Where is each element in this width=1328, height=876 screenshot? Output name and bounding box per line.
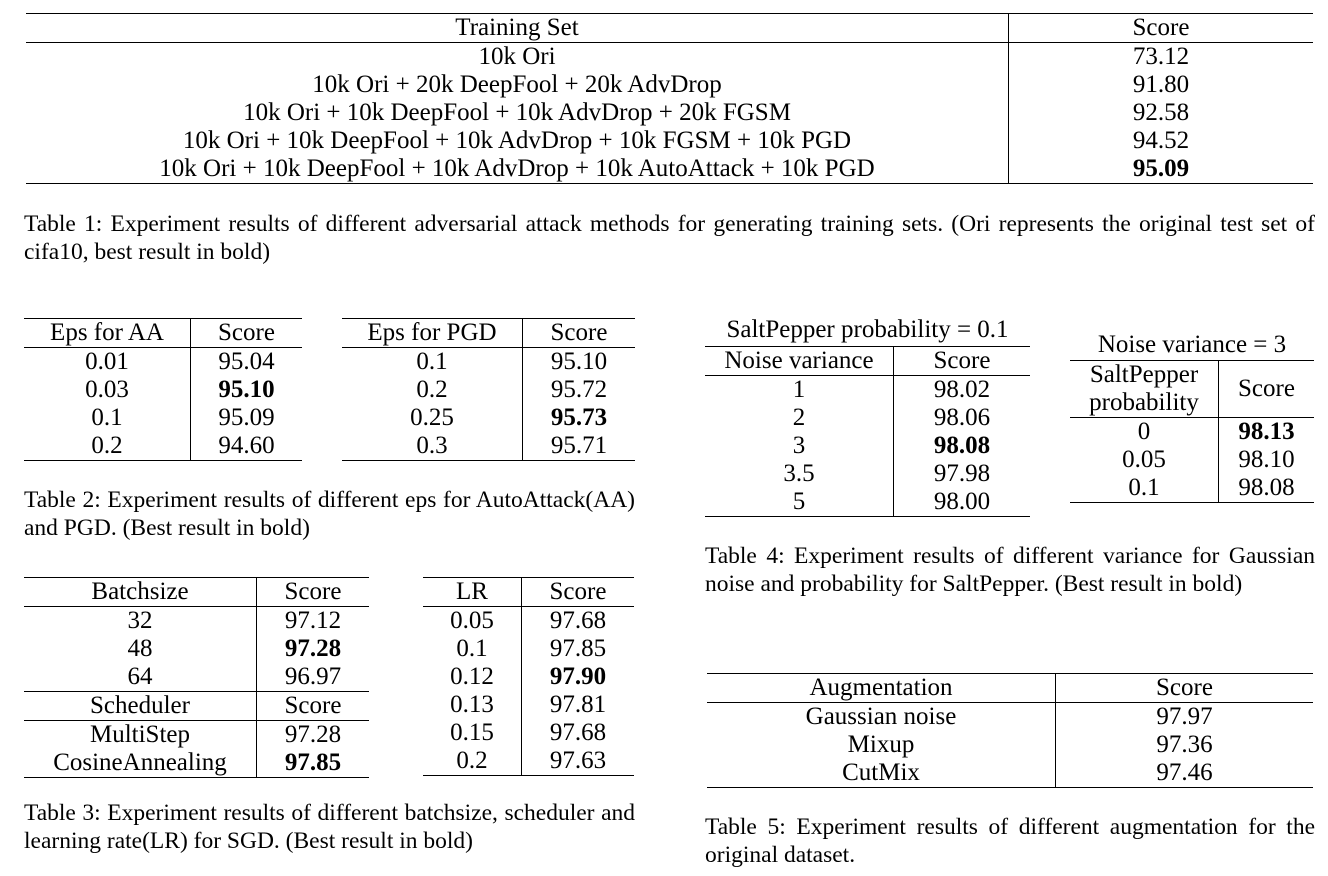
best-score-cell: 95.10: [218, 376, 275, 403]
table-header-row: [1070, 361, 1314, 418]
column-header: Score: [894, 347, 1031, 376]
table-row: [705, 432, 1030, 460]
table-cell: 96.97: [284, 663, 342, 690]
table-row: [423, 635, 634, 663]
table-cell: 3: [705, 432, 894, 460]
table-cell: 97.36: [1156, 731, 1213, 758]
table-2-pgd: [342, 318, 635, 461]
table-row: [24, 721, 369, 750]
table-5: [707, 673, 1313, 788]
table-cell: 64: [24, 663, 257, 692]
table-2-aa: [24, 318, 302, 461]
column-header: Score: [522, 578, 635, 607]
table-cell: 0.03: [24, 376, 191, 404]
table-cell: 48: [24, 635, 257, 663]
table-cell: 5: [705, 488, 894, 517]
table-row: [423, 607, 634, 636]
table-header-row: [26, 14, 1313, 43]
table-cell: MultiStep: [24, 721, 257, 750]
table-cell: 0.1: [423, 635, 522, 663]
table-row: [26, 43, 1313, 72]
table-cell: 97.81: [549, 691, 607, 718]
column-header: Eps for AA: [24, 319, 191, 348]
table-cell: 95.10: [523, 348, 636, 377]
column-header: Score: [191, 319, 303, 348]
table-row: [1070, 474, 1314, 503]
column-header: Score: [257, 578, 370, 607]
best-score-cell: 97.85: [257, 749, 370, 778]
table-cell: 0.1: [24, 404, 191, 432]
table-cell: 73.12: [1009, 43, 1314, 72]
table-cell: 98.10: [1238, 446, 1295, 473]
table-cell: 10k Ori: [26, 43, 1009, 72]
table-cell: 97.85: [549, 635, 607, 662]
table-cell: 98.06: [933, 404, 991, 431]
table-row: [705, 376, 1030, 405]
best-score-cell: 98.08: [933, 432, 991, 459]
column-header: Score: [1009, 14, 1314, 43]
table-cell: 0.2: [342, 376, 523, 404]
column-header: Batchsize: [24, 578, 257, 607]
table-cell: 97.46: [1056, 759, 1314, 788]
table-cell: 2: [705, 404, 894, 432]
table-row: [707, 731, 1313, 759]
table-row: [423, 747, 634, 776]
table-row: [24, 348, 302, 377]
table-cell: CutMix: [707, 759, 1056, 788]
table-row: [423, 663, 634, 691]
table-header-row: [707, 674, 1313, 703]
table-cell: 97.12: [257, 607, 370, 636]
best-score-cell: 95.73: [550, 404, 608, 431]
table-cell: 92.58: [1132, 99, 1190, 126]
column-header: Noise variance: [705, 347, 894, 376]
header-line: SaltPepper: [1089, 361, 1199, 388]
column-header: LR: [423, 578, 522, 607]
table-cell: 97.63: [522, 747, 635, 776]
column-header: Score: [523, 319, 636, 348]
table-header-row: [342, 319, 635, 348]
column-header: Score: [1219, 361, 1315, 418]
table-cell: 0.1: [342, 348, 523, 377]
column-header: Eps for PGD: [342, 319, 523, 348]
table-cell: 0: [1070, 418, 1219, 447]
table-3-caption: Table 3: Experiment results of different batchsize, scheduler and learning rate(LR) for SGD. (Best result in bold): [24, 800, 635, 854]
table-row: [24, 432, 302, 461]
table-cell: 0.05: [1070, 446, 1219, 474]
column-header: Scheduler: [24, 692, 257, 721]
table-cell: 97.68: [549, 719, 607, 746]
table-cell: 94.60: [191, 432, 303, 461]
table-cell: 10k Ori + 10k DeepFool + 10k AdvDrop + 20k FGSM: [26, 99, 1009, 127]
table-cell: 0.15: [423, 719, 522, 747]
table-3-batchsize-scheduler: [24, 577, 369, 778]
table-row: [707, 703, 1313, 732]
table-cell: 0.1: [1070, 474, 1219, 503]
header-line: probability: [1089, 389, 1199, 416]
table-row: [707, 759, 1313, 788]
table-1-caption: Table 1: Experiment results of different adversarial attack methods for generating training sets. (Ori represents the original test set of cifa10, best result in bold): [24, 211, 1315, 265]
table-row: [1070, 418, 1314, 447]
table-row: [24, 607, 369, 636]
table-cell: Mixup: [707, 731, 1056, 759]
table-cell: 95.71: [523, 432, 636, 461]
table-row: [1070, 446, 1314, 474]
table-cell: 95.72: [550, 376, 608, 403]
table-cell: 10k Ori + 10k DeepFool + 10k AdvDrop + 10k AutoAttack + 10k PGD: [26, 155, 1009, 184]
column-header: Training Set: [26, 14, 1009, 43]
best-score-cell: 97.90: [549, 663, 607, 690]
table-cell: 10k Ori + 10k DeepFool + 10k AdvDrop + 10k FGSM + 10k PGD: [26, 127, 1009, 155]
table-header-row: [24, 692, 369, 721]
table-row: [705, 460, 1030, 488]
table-row: [705, 404, 1030, 432]
table-cell: 0.2: [423, 747, 522, 776]
table-cell: 10k Ori + 20k DeepFool + 20k AdvDrop: [26, 71, 1009, 99]
table-cell: 91.80: [1132, 71, 1190, 98]
table-row: [24, 663, 369, 692]
table-cell: CosineAnnealing: [24, 749, 257, 778]
table-cell: 3.5: [705, 460, 894, 488]
table-header-row: [24, 578, 369, 607]
table-2-caption: Table 2: Experiment results of different eps for AutoAttack(AA) and PGD. (Best result in bold): [24, 487, 635, 541]
table-cell: 0.3: [342, 432, 523, 461]
table-header-row: [423, 578, 634, 607]
best-score-cell: 95.09: [1009, 155, 1314, 184]
table-cell: 98.00: [894, 488, 1031, 517]
table-cell: 97.28: [257, 721, 370, 750]
table-row: [24, 404, 302, 432]
table-row: [705, 488, 1030, 517]
table-cell: 97.98: [933, 460, 991, 487]
table-row: [24, 635, 369, 663]
table-header-row: [705, 347, 1030, 376]
column-header: Augmentation: [707, 674, 1056, 703]
table-cell: 94.52: [1132, 127, 1190, 154]
table-1: [26, 13, 1313, 184]
table-cell: 98.08: [1219, 474, 1315, 503]
table-cell: 0.2: [24, 432, 191, 461]
table-row: [423, 719, 634, 747]
table-4a-title: SaltPepper probability = 0.1: [726, 316, 1009, 343]
table-4-caption: Table 4: Experiment results of different variance for Gaussian noise and probability for SaltPepper. (Best result in bold): [705, 543, 1315, 597]
table-cell: 1: [705, 376, 894, 405]
table-row: [26, 99, 1313, 127]
table-3-lr: [423, 577, 634, 776]
table-cell: 97.97: [1056, 703, 1314, 732]
table-row: [342, 348, 635, 377]
table-row: [342, 432, 635, 461]
table-row: [24, 376, 302, 404]
table-cell: 0.05: [423, 607, 522, 636]
table-cell: 98.02: [894, 376, 1031, 405]
table-header-row: [24, 319, 302, 348]
table-row: [26, 155, 1313, 184]
column-header: Score: [257, 692, 370, 721]
table-row: [342, 376, 635, 404]
table-row: [26, 127, 1313, 155]
table-cell: 95.09: [218, 404, 275, 431]
table-4-noise-variance: [705, 346, 1030, 517]
table-cell: 0.01: [24, 348, 191, 377]
table-cell: 97.68: [522, 607, 635, 636]
column-header: [1070, 361, 1219, 418]
table-row: [24, 749, 369, 778]
table-row: [423, 691, 634, 719]
table-4-saltpepper: [1070, 360, 1314, 503]
table-cell: 95.04: [191, 348, 303, 377]
table-4b-title: Noise variance = 3: [1097, 331, 1287, 358]
best-score-cell: 98.13: [1219, 418, 1315, 447]
table-cell: 32: [24, 607, 257, 636]
table-row: [26, 71, 1313, 99]
table-cell: 0.13: [423, 691, 522, 719]
table-5-caption: Table 5: Experiment results of different augmentation for the original dataset.: [705, 814, 1315, 868]
table-row: [342, 404, 635, 432]
best-score-cell: 97.28: [284, 635, 342, 662]
table-cell: 0.25: [342, 404, 523, 432]
table-cell: 0.12: [423, 663, 522, 691]
table-cell: Gaussian noise: [707, 703, 1056, 732]
column-header: Score: [1056, 674, 1314, 703]
